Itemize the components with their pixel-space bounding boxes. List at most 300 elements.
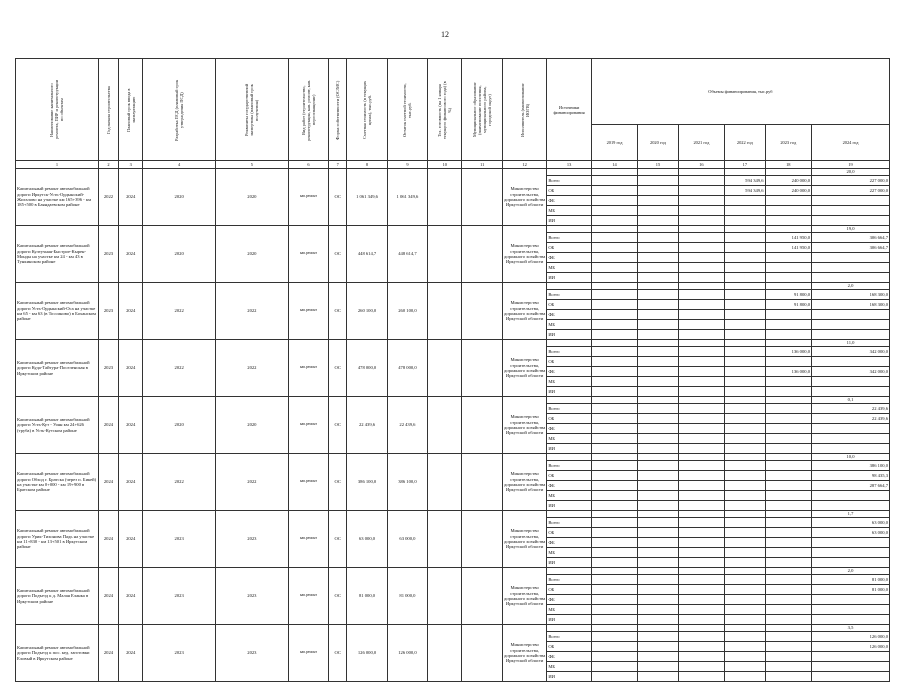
amount-cell [591,518,637,528]
amount-cell [591,176,637,186]
amount-cell [725,652,765,662]
amount-cell [638,310,678,320]
amount-cell [678,481,724,491]
amount-cell [812,253,890,263]
amount-cell [812,548,890,558]
source-blank [547,568,591,575]
tech-cell [638,340,678,347]
tech-readiness [428,226,462,283]
amount-cell [678,605,724,615]
amount-cell [812,672,890,682]
amount-cell [725,404,765,414]
amount-cell [765,471,811,481]
tech-cell [765,511,811,518]
tech-cell [638,511,678,518]
expertise-year: 2020 [216,226,289,283]
amount-cell: 98 435,3 [812,471,890,481]
amount-cell: 91 800,0 [765,290,811,300]
financing-table [15,58,890,682]
municipality [462,568,502,625]
column-number: 10 [428,161,462,169]
column-number: 2 [98,161,118,169]
amount-cell [591,347,637,357]
project-name: Капитальный ремонт автомобильной дороги Урик-Тихонова Падь на участке км 11+830 - км 13+501 в Иркутском районе [16,511,99,568]
source-label: ФБ [547,652,591,662]
amount-cell [725,518,765,528]
amount-cell [638,273,678,283]
tech-readiness [428,397,462,454]
amount-cell [812,357,890,367]
ownership: ОС [329,511,347,568]
amount-cell [678,491,724,501]
amount-cell: 136 000,0 [765,347,811,357]
source-label: Всего [547,575,591,585]
estimated-cost: 22 439,6 [347,397,387,454]
municipality [462,625,502,682]
amount-cell [812,652,890,662]
source-blank [547,283,591,290]
amount-cell [591,216,637,226]
source-label: ФБ [547,196,591,206]
column-number: 12 [502,161,546,169]
ownership: ОС [329,625,347,682]
psd-year: 2020 [143,397,216,454]
expertise-year: 2022 [216,340,289,397]
project-name: Капитальный ремонт автомобильной дороги Подъезд к пос. кед. заготовки Еловый в Иркутском районе [16,625,99,682]
amount-cell [765,642,811,652]
ownership: ОС [329,340,347,397]
amount-cell [678,652,724,662]
start-year: 2022 [98,169,118,226]
amount-cell [725,538,765,548]
tech-readiness [428,454,462,511]
amount-cell [765,585,811,595]
psd-year: 2022 [143,340,216,397]
source-label: ИИ [547,216,591,226]
amount-cell [638,377,678,387]
municipality [462,226,502,283]
amount-cell [591,491,637,501]
amount-cell [725,273,765,283]
amount-cell [812,310,890,320]
amount-cell [591,575,637,585]
tech-cell [765,397,811,404]
amount-cell [812,434,890,444]
header-start-year: Год начала строительства [98,59,118,161]
amount-cell [638,444,678,454]
amount-cell: 168 300,0 [812,290,890,300]
amount-cell: 63 000,0 [812,518,890,528]
amount-cell [591,481,637,491]
amount-cell [765,310,811,320]
source-label: МБ [547,263,591,273]
amount-cell [591,196,637,206]
work-kind: кап.ремонт [288,568,328,625]
amount-cell [638,548,678,558]
source-label: Всего [547,461,591,471]
amount-cell [765,615,811,625]
source-label: ИИ [547,273,591,283]
tech-cell [638,625,678,632]
tech-cell: 11,0 [812,340,890,347]
tech-cell: 3,5 [812,625,890,632]
start-year: 2024 [98,511,118,568]
amount-cell [638,491,678,501]
amount-cell [678,632,724,642]
amount-cell: 227 000,0 [812,176,890,186]
project-name: Капитальный ремонт автомобильной дороги Усть-Ордынский-Оса на участке км 65 - км 63 (в Тоссиново) в Боханском районе [16,283,99,340]
column-number: 13 [547,161,591,169]
municipality [462,511,502,568]
amount-cell [765,414,811,424]
year-2023: 2023 год [765,125,811,161]
page-number: 12 [441,30,449,39]
work-kind: кап.ремонт [288,169,328,226]
amount-cell [725,501,765,511]
amount-cell [812,444,890,454]
tech-cell [591,511,637,518]
header-volumes: Объемы финансирования, тыс.руб [591,59,889,125]
column-number-row [16,161,890,169]
amount-cell [765,632,811,642]
column-number: 17 [725,161,765,169]
remaining-cost: 126 000,0 [387,625,427,682]
estimated-cost: 386 100,0 [347,454,387,511]
source-label: ОБ [547,300,591,310]
tech-cell [591,169,637,176]
amount-cell: 126 000,0 [812,642,890,652]
amount-cell [591,404,637,414]
amount-cell [678,575,724,585]
source-label: ОБ [547,585,591,595]
psd-year: 2022 [143,283,216,340]
remaining-cost: 386 100,0 [387,454,427,511]
tech-cell [725,169,765,176]
tech-cell: 0,1 [812,397,890,404]
amount-cell: 22 439,6 [812,414,890,424]
amount-cell [812,216,890,226]
amount-cell [678,404,724,414]
header-executor: Исполнитель (наименование ИОГВ) [502,59,546,161]
psd-year: 2023 [143,511,216,568]
tech-cell [725,454,765,461]
source-label: ФБ [547,424,591,434]
amount-cell [678,595,724,605]
source-label: ОБ [547,642,591,652]
ownership: ОС [329,226,347,283]
amount-cell [591,186,637,196]
amount-cell [638,387,678,397]
amount-cell [725,320,765,330]
amount-cell [678,518,724,528]
amount-cell [638,290,678,300]
source-label: Всего [547,404,591,414]
year-2019: 2019 год [591,125,637,161]
amount-cell [812,605,890,615]
amount-cell [765,501,811,511]
source-label: ОБ [547,243,591,253]
amount-cell [638,253,678,263]
amount-cell [812,595,890,605]
amount-cell [591,558,637,568]
start-year: 2023 [98,283,118,340]
source-label: МБ [547,320,591,330]
amount-cell [638,263,678,273]
amount-cell: 594 349,6 [725,176,765,186]
amount-cell [765,481,811,491]
psd-year: 2020 [143,169,216,226]
amount-cell [678,176,724,186]
amount-cell [591,320,637,330]
amount-cell [765,605,811,615]
amount-cell [638,662,678,672]
amount-cell [678,347,724,357]
source-label: ФБ [547,310,591,320]
remaining-cost: 1 061 349,6 [387,169,427,226]
estimated-cost: 260 100,0 [347,283,387,340]
amount-cell [591,233,637,243]
amount-cell [765,196,811,206]
amount-cell [725,642,765,652]
amount-cell [591,605,637,615]
amount-cell [765,377,811,387]
amount-cell [678,196,724,206]
start-year: 2024 [98,397,118,454]
project-name: Капитальный ремонт автомобильной дороги Иркутск-Усть-Ордынский-Жигалово на участке км 165+396 - км 185+500 в Баяндаевском районе [16,169,99,226]
source-label: ИИ [547,501,591,511]
estimated-cost: 63 000,0 [347,511,387,568]
amount-cell [591,243,637,253]
amount-cell [678,216,724,226]
source-label: ОБ [547,528,591,538]
work-kind: кап.ремонт [288,454,328,511]
amount-cell [591,461,637,471]
amount-cell [591,367,637,377]
amount-cell [591,632,637,642]
tech-cell [678,340,724,347]
amount-cell [591,501,637,511]
source-label: ФБ [547,367,591,377]
amount-cell [812,538,890,548]
source-label: ФБ [547,538,591,548]
amount-cell [591,538,637,548]
tech-cell [725,226,765,233]
amount-cell [812,662,890,672]
amount-cell [678,414,724,424]
amount-cell [678,377,724,387]
amount-cell [638,300,678,310]
amount-cell [725,558,765,568]
source-label: ОБ [547,471,591,481]
amount-cell [725,330,765,340]
expertise-year: 2022 [216,454,289,511]
amount-cell [678,233,724,243]
tech-cell [591,454,637,461]
tech-cell [725,625,765,632]
amount-cell [725,605,765,615]
amount-cell [638,652,678,662]
project-row [16,511,890,518]
amount-cell [638,357,678,367]
ownership: ОС [329,397,347,454]
amount-cell [678,424,724,434]
source-label: МБ [547,377,591,387]
amount-cell [638,471,678,481]
amount-cell [812,491,890,501]
header-psd: Разработка ПСД (плановый срок утверждения ПСД) [143,59,216,161]
source-label: Всего [547,290,591,300]
source-label: ИИ [547,558,591,568]
tech-cell [725,397,765,404]
tech-cell [725,340,765,347]
amount-cell [725,310,765,320]
amount-cell [725,216,765,226]
amount-cell: 63 000,0 [812,528,890,538]
project-row [16,340,890,347]
remaining-cost: 448 614,7 [387,226,427,283]
project-name: Капитальный ремонт автомобильной дороги Подъезд к д. Малая Еланка в Иркутском районе [16,568,99,625]
source-label: МБ [547,662,591,672]
amount-cell: 22 439,6 [812,404,890,414]
amount-cell [725,481,765,491]
source-label: Всего [547,233,591,243]
ownership: ОС [329,169,347,226]
amount-cell [638,404,678,414]
header-row [16,59,890,125]
remaining-cost: 63 000,0 [387,511,427,568]
tech-readiness [428,568,462,625]
tech-cell [765,625,811,632]
header-sources: Источники финансирования [547,59,591,161]
amount-cell [725,444,765,454]
amount-cell [812,206,890,216]
amount-cell [638,206,678,216]
expertise-year: 2020 [216,169,289,226]
amount-cell [591,273,637,283]
amount-cell [678,273,724,283]
amount-cell [812,273,890,283]
estimated-cost: 448 614,7 [347,226,387,283]
amount-cell [725,615,765,625]
tech-cell [765,340,811,347]
commission-year: 2024 [119,283,143,340]
amount-cell [765,253,811,263]
amount-cell [591,414,637,424]
amount-cell [678,434,724,444]
amount-cell [638,347,678,357]
amount-cell [765,357,811,367]
tech-cell: 19,0 [812,226,890,233]
amount-cell [591,377,637,387]
column-number: 18 [765,161,811,169]
column-number: 3 [119,161,143,169]
amount-cell: 168 300,0 [812,300,890,310]
amount-cell: 594 349,6 [725,186,765,196]
tech-cell [725,283,765,290]
tech-cell: 1,7 [812,511,890,518]
amount-cell [725,548,765,558]
amount-cell [725,253,765,263]
tech-cell [591,283,637,290]
source-label: ФБ [547,481,591,491]
tech-cell [725,568,765,575]
amount-cell [725,434,765,444]
amount-cell [765,575,811,585]
tech-readiness [428,340,462,397]
amount-cell [638,330,678,340]
amount-cell [638,642,678,652]
municipality [462,340,502,397]
executor: Министерство строительства, дорожного хозяйства Иркутской области [502,397,546,454]
tech-cell [591,340,637,347]
amount-cell [591,300,637,310]
executor: Министерство строительства, дорожного хозяйства Иркутской области [502,454,546,511]
source-label: МБ [547,206,591,216]
municipality [462,454,502,511]
year-2024: 2024 год [812,125,890,161]
amount-cell [678,615,724,625]
amount-cell [725,491,765,501]
commission-year: 2024 [119,226,143,283]
amount-cell [678,585,724,595]
amount-cell [591,310,637,320]
municipality [462,397,502,454]
amount-cell [591,615,637,625]
amount-cell [765,404,811,414]
tech-cell [591,397,637,404]
work-kind: кап.ремонт [288,283,328,340]
source-label: ФБ [547,253,591,263]
amount-cell [725,471,765,481]
column-number: 15 [638,161,678,169]
column-number: 11 [462,161,502,169]
start-year: 2023 [98,340,118,397]
amount-cell: 81 000,0 [812,575,890,585]
expertise-year: 2023 [216,625,289,682]
amount-cell [678,290,724,300]
amount-cell: 126 000,0 [812,632,890,642]
psd-year: 2023 [143,625,216,682]
remaining-cost: 478 000,0 [387,340,427,397]
amount-cell [812,330,890,340]
amount-cell: 342 000,0 [812,347,890,357]
amount-cell [725,243,765,253]
tech-cell [678,568,724,575]
source-label: ИИ [547,615,591,625]
tech-cell [638,169,678,176]
tech-cell [765,568,811,575]
header-cost: Сметная стоимость (в текущих ценах), тыс.руб. [347,59,387,161]
tech-cell [678,169,724,176]
amount-cell: 141 950,0 [765,243,811,253]
amount-cell [765,320,811,330]
municipality [462,283,502,340]
amount-cell [591,471,637,481]
municipality [462,169,502,226]
amount-cell [765,461,811,471]
source-label: ФБ [547,595,591,605]
amount-cell [591,672,637,682]
expertise-year: 2022 [216,283,289,340]
amount-cell [638,605,678,615]
amount-cell [725,233,765,243]
column-number: 1 [16,161,99,169]
amount-cell [638,414,678,424]
amount-cell [725,424,765,434]
commission-year: 2024 [119,568,143,625]
source-label: МБ [547,491,591,501]
amount-cell [725,377,765,387]
